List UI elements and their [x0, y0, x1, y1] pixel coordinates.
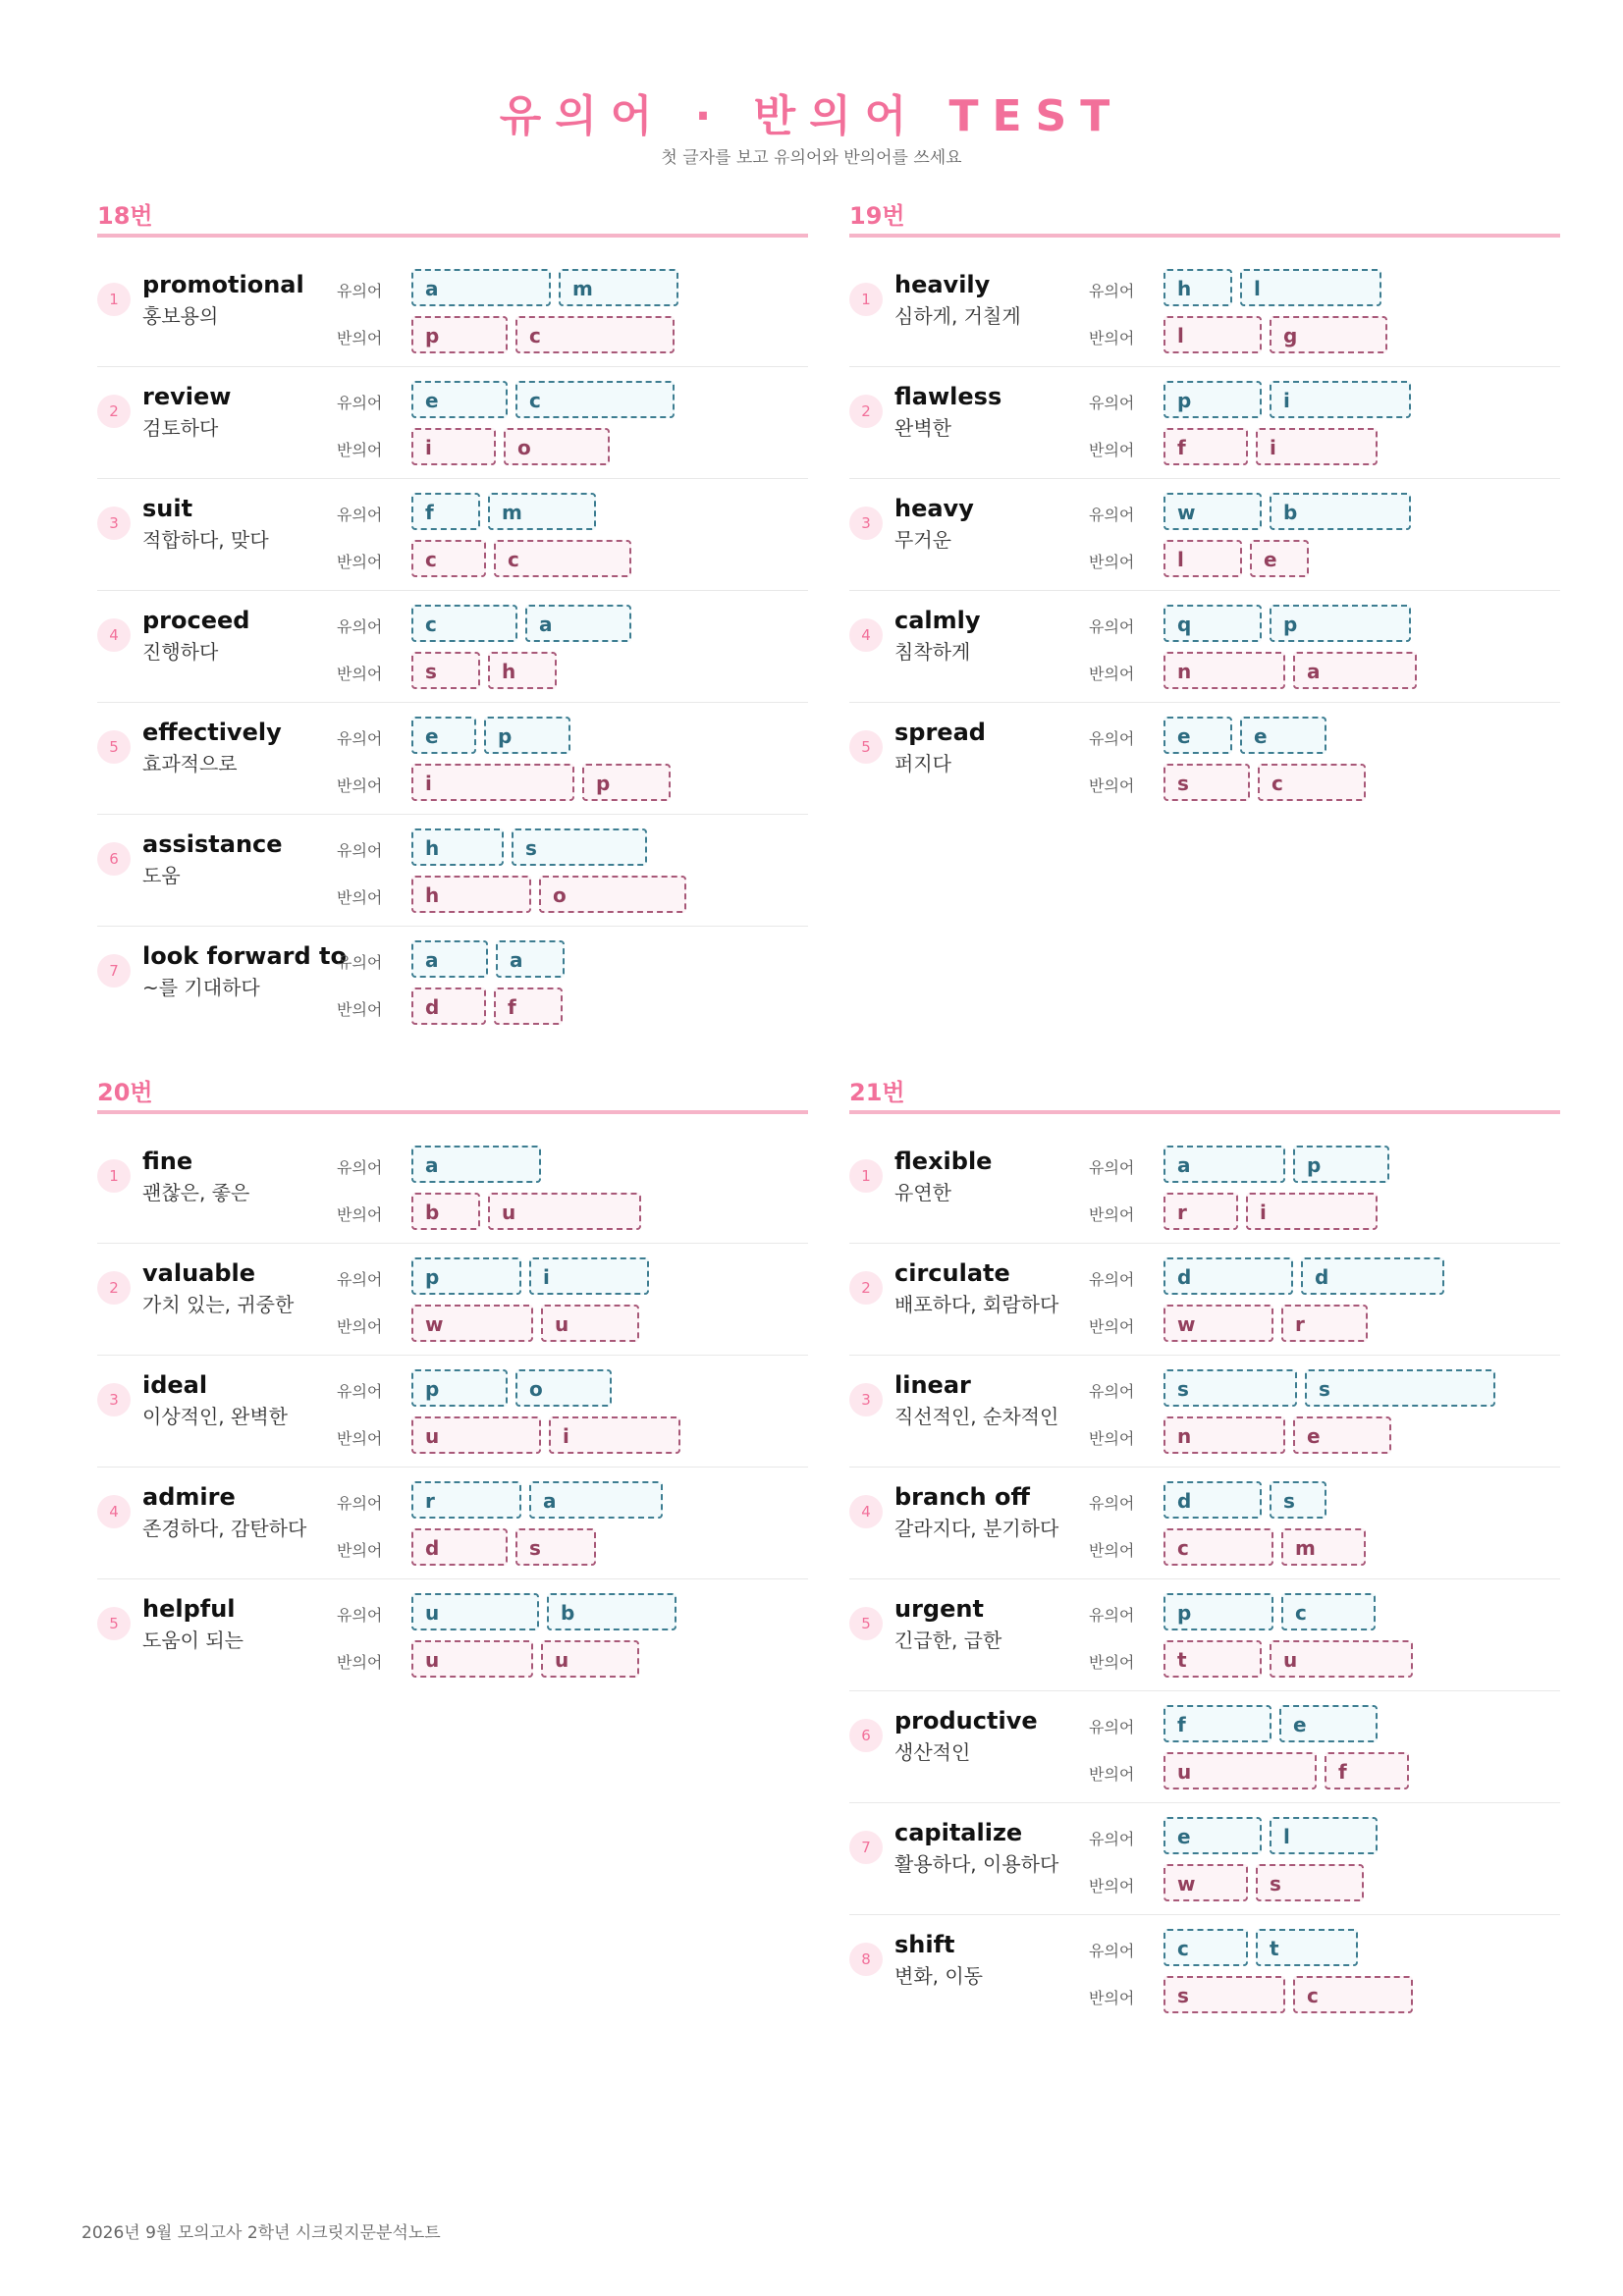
question-row [849, 703, 1560, 815]
synonym-answer-box[interactable]: r [411, 1481, 521, 1519]
word-meaning: 검토하다 [142, 416, 219, 440]
word-meaning: 홍보용의 [142, 304, 219, 328]
synonym-answer-box[interactable]: h [411, 828, 504, 866]
question-number-badge: 2 [849, 1271, 883, 1305]
antonym-answer-box[interactable]: p [411, 316, 508, 353]
word-meaning: 도움 [142, 864, 181, 887]
antonym-answer-box[interactable]: u [1270, 1640, 1413, 1678]
word-meaning: 갈라지다, 분기하다 [894, 1517, 1059, 1540]
question-number-badge: 7 [849, 1831, 883, 1864]
synonym-answer-box[interactable]: e [411, 717, 476, 754]
synonym-answer-box[interactable]: s [1305, 1369, 1495, 1407]
word-meaning: 효과적으로 [142, 752, 238, 775]
section-divider [97, 1110, 808, 1114]
synonym-label: 유의어 [337, 506, 383, 524]
antonym-answer-box[interactable]: s [1163, 764, 1250, 801]
question-number-badge: 7 [97, 954, 131, 988]
question-row [849, 1356, 1560, 1468]
synonym-answer-box[interactable]: a [411, 269, 551, 306]
section-title: 19번 [849, 202, 905, 230]
synonym-answer-box[interactable]: h [1163, 269, 1232, 306]
antonym-answer-box[interactable]: s [411, 652, 480, 689]
vocab-word: valuable [142, 1259, 256, 1287]
synonym-answer-box[interactable]: s [1163, 1369, 1297, 1407]
synonym-answer-box[interactable]: m [559, 269, 678, 306]
synonym-answer-box[interactable]: p [1163, 1593, 1273, 1630]
antonym-answer-box[interactable]: c [494, 540, 631, 577]
synonym-label: 유의어 [1089, 729, 1135, 748]
section-3 [97, 1073, 808, 1691]
synonym-label: 유의어 [337, 1270, 383, 1289]
question-row [97, 927, 808, 1039]
question-row [849, 1132, 1560, 1244]
antonym-label: 반의어 [337, 1429, 383, 1448]
antonym-answer-box[interactable]: c [1258, 764, 1366, 801]
word-meaning: 직선적인, 순차적인 [894, 1405, 1059, 1428]
antonym-answer-box[interactable]: u [541, 1640, 639, 1678]
section-title: 18번 [97, 202, 153, 230]
antonym-answer-box[interactable]: c [1293, 1976, 1413, 2013]
synonym-answer-box[interactable]: p [1163, 381, 1262, 418]
antonym-answer-box[interactable]: m [1281, 1528, 1366, 1566]
antonym-label: 반의어 [1089, 1877, 1135, 1896]
question-row [97, 703, 808, 815]
synonym-label: 유의어 [337, 1606, 383, 1625]
synonym-label: 유의어 [337, 841, 383, 860]
synonym-label: 유의어 [337, 1382, 383, 1401]
synonym-answer-box[interactable]: l [1270, 1817, 1378, 1854]
synonym-label: 유의어 [337, 617, 383, 636]
synonym-answer-box[interactable]: e [411, 381, 508, 418]
word-meaning: 괜찮은, 좋은 [142, 1181, 250, 1204]
vocab-word: circulate [894, 1259, 1010, 1287]
antonym-label: 반의어 [1089, 553, 1135, 571]
word-meaning: 이상적인, 완벽한 [142, 1405, 288, 1428]
antonym-answer-box[interactable]: i [1246, 1193, 1378, 1230]
vocab-word: linear [894, 1371, 971, 1399]
question-row [97, 815, 808, 927]
antonym-answer-box[interactable]: u [541, 1305, 639, 1342]
antonym-label: 반의어 [1089, 329, 1135, 347]
vocab-word: urgent [894, 1595, 984, 1623]
synonym-answer-box[interactable]: c [1163, 1929, 1248, 1966]
vocab-word: capitalize [894, 1819, 1023, 1846]
question-number-badge: 3 [97, 1383, 131, 1416]
synonym-answer-box[interactable]: b [1270, 493, 1411, 530]
question-row [97, 1468, 808, 1579]
antonym-answer-box[interactable]: a [1293, 652, 1417, 689]
question-number-badge: 5 [849, 1607, 883, 1640]
synonym-answer-box[interactable]: p [411, 1369, 508, 1407]
synonym-answer-box[interactable]: a [411, 1146, 541, 1183]
question-list [849, 255, 1560, 815]
section-4 [849, 1073, 1560, 2027]
antonym-label: 반의어 [337, 441, 383, 459]
synonym-label: 유의어 [337, 1494, 383, 1513]
synonym-answer-box[interactable]: i [529, 1257, 649, 1295]
section-1 [97, 196, 808, 1039]
question-number-badge: 1 [849, 1159, 883, 1193]
question-row [97, 591, 808, 703]
antonym-answer-box[interactable]: t [1163, 1640, 1262, 1678]
question-list [97, 1132, 808, 1691]
word-meaning: 활용하다, 이용하다 [894, 1852, 1059, 1876]
synonym-label: 유의어 [1089, 1382, 1135, 1401]
synonym-answer-box[interactable]: p [1293, 1146, 1389, 1183]
vocab-word: review [142, 383, 232, 410]
question-row [97, 1244, 808, 1356]
synonym-label: 유의어 [1089, 1942, 1135, 1960]
synonym-answer-box[interactable]: a [1163, 1146, 1285, 1183]
antonym-answer-box[interactable]: w [1163, 1305, 1273, 1342]
page-subtitle: 첫 글자를 보고 유의어와 반의어를 쓰세요 [661, 148, 962, 168]
antonym-label: 반의어 [337, 1000, 383, 1019]
antonym-answer-box[interactable]: b [411, 1193, 480, 1230]
word-meaning: 존경하다, 감탄하다 [142, 1517, 307, 1540]
antonym-label: 반의어 [1089, 1429, 1135, 1448]
synonym-answer-box[interactable]: b [547, 1593, 676, 1630]
question-list [849, 1132, 1560, 2027]
antonym-answer-box[interactable]: d [411, 988, 486, 1025]
section-title: 21번 [849, 1079, 905, 1106]
question-list [97, 255, 808, 1039]
antonym-answer-box[interactable]: o [539, 876, 686, 913]
synonym-answer-box[interactable]: s [1270, 1481, 1326, 1519]
antonym-answer-box[interactable]: f [494, 988, 563, 1025]
synonym-label: 유의어 [1089, 1158, 1135, 1177]
antonym-label: 반의어 [1089, 776, 1135, 795]
question-number-badge: 5 [97, 730, 131, 764]
antonym-answer-box[interactable]: n [1163, 1416, 1285, 1454]
vocab-word: branch off [894, 1483, 1030, 1511]
question-row [97, 255, 808, 367]
page-title: 유의어 · 반의어 TEST [499, 91, 1124, 141]
synonym-answer-box[interactable]: u [411, 1593, 539, 1630]
word-meaning: 가치 있는, 귀중한 [142, 1293, 295, 1316]
word-meaning: 완벽한 [894, 416, 951, 440]
antonym-label: 반의어 [1089, 1765, 1135, 1784]
synonym-answer-box[interactable]: d [1163, 1257, 1293, 1295]
question-row [849, 367, 1560, 479]
word-meaning: 침착하게 [894, 640, 971, 664]
question-number-badge: 8 [849, 1943, 883, 1976]
vocab-word: shift [894, 1931, 955, 1958]
synonym-answer-box[interactable]: q [1163, 605, 1262, 642]
antonym-label: 반의어 [337, 553, 383, 571]
word-meaning: 도움이 되는 [142, 1629, 243, 1652]
synonym-label: 유의어 [1089, 1494, 1135, 1513]
antonym-label: 반의어 [337, 888, 383, 907]
vocab-word: productive [894, 1707, 1038, 1735]
vocab-word: heavily [894, 271, 991, 298]
synonym-label: 유의어 [1089, 506, 1135, 524]
synonym-answer-box[interactable]: e [1279, 1705, 1378, 1742]
antonym-label: 반의어 [337, 776, 383, 795]
vocab-word: promotional [142, 271, 304, 298]
synonym-label: 유의어 [1089, 282, 1135, 300]
synonym-answer-box[interactable]: w [1163, 493, 1262, 530]
antonym-answer-box[interactable]: i [411, 428, 496, 465]
synonym-answer-box[interactable]: e [1163, 1817, 1262, 1854]
word-meaning: 무거운 [894, 528, 951, 552]
antonym-label: 반의어 [1089, 1989, 1135, 2007]
antonym-label: 반의어 [1089, 665, 1135, 683]
synonym-label: 유의어 [1089, 394, 1135, 412]
question-row [97, 1356, 808, 1468]
question-row [97, 367, 808, 479]
antonym-answer-box[interactable]: s [1256, 1864, 1364, 1901]
synonym-answer-box[interactable]: c [515, 381, 675, 418]
antonym-label: 반의어 [1089, 441, 1135, 459]
antonym-answer-box[interactable]: w [1163, 1864, 1248, 1901]
word-meaning: 진행하다 [142, 640, 219, 664]
synonym-answer-box[interactable]: a [496, 940, 565, 978]
question-number-badge: 5 [849, 730, 883, 764]
antonym-answer-box[interactable]: l [1163, 316, 1262, 353]
question-row [849, 1691, 1560, 1803]
vocab-word: proceed [142, 607, 250, 634]
synonym-answer-box[interactable]: f [1163, 1705, 1271, 1742]
word-meaning: 심하게, 거칠게 [894, 304, 1021, 328]
synonym-label: 유의어 [1089, 1830, 1135, 1848]
vocab-word: suit [142, 495, 193, 522]
synonym-answer-box[interactable]: f [411, 493, 480, 530]
question-number-badge: 1 [97, 1159, 131, 1193]
synonym-label: 유의어 [1089, 1606, 1135, 1625]
antonym-label: 반의어 [1089, 1205, 1135, 1224]
antonym-answer-box[interactable]: s [515, 1528, 596, 1566]
question-number-badge: 2 [849, 395, 883, 428]
word-meaning: 배포하다, 회람하다 [894, 1293, 1059, 1316]
antonym-answer-box[interactable]: s [1163, 1976, 1285, 2013]
question-number-badge: 6 [849, 1719, 883, 1752]
word-meaning: 퍼지다 [894, 752, 951, 775]
section-divider [849, 1110, 1560, 1114]
antonym-answer-box[interactable]: r [1281, 1305, 1368, 1342]
vocab-word: admire [142, 1483, 236, 1511]
synonym-label: 유의어 [1089, 1718, 1135, 1736]
synonym-answer-box[interactable]: t [1256, 1929, 1358, 1966]
antonym-answer-box[interactable]: c [1163, 1528, 1273, 1566]
section-divider [97, 234, 808, 238]
synonym-answer-box[interactable]: d [1163, 1481, 1262, 1519]
synonym-answer-box[interactable]: p [484, 717, 570, 754]
question-number-badge: 4 [849, 618, 883, 652]
footer-text: 2026년 9월 모의고사 2학년 시크릿지문분석노트 [81, 2223, 441, 2243]
synonym-answer-box[interactable]: e [1240, 717, 1326, 754]
question-number-badge: 1 [849, 283, 883, 316]
question-number-badge: 3 [97, 507, 131, 540]
question-row [849, 255, 1560, 367]
synonym-label: 유의어 [337, 729, 383, 748]
antonym-answer-box[interactable]: o [504, 428, 610, 465]
antonym-label: 반의어 [337, 665, 383, 683]
antonym-answer-box[interactable]: f [1163, 428, 1248, 465]
antonym-answer-box[interactable]: c [515, 316, 675, 353]
antonym-answer-box[interactable]: h [411, 876, 531, 913]
synonym-answer-box[interactable]: l [1240, 269, 1381, 306]
synonym-label: 유의어 [337, 282, 383, 300]
synonym-label: 유의어 [1089, 1270, 1135, 1289]
antonym-answer-box[interactable]: i [549, 1416, 680, 1454]
antonym-label: 반의어 [1089, 1317, 1135, 1336]
question-row [849, 1579, 1560, 1691]
question-number-badge: 6 [97, 842, 131, 876]
antonym-answer-box[interactable]: d [411, 1528, 508, 1566]
antonym-label: 반의어 [337, 1541, 383, 1560]
antonym-answer-box[interactable]: p [582, 764, 671, 801]
synonym-answer-box[interactable]: e [1163, 717, 1232, 754]
question-number-badge: 3 [849, 1383, 883, 1416]
synonym-answer-box[interactable]: s [512, 828, 647, 866]
section-title: 20번 [97, 1079, 153, 1106]
question-number-badge: 4 [97, 618, 131, 652]
synonym-answer-box[interactable]: p [411, 1257, 521, 1295]
antonym-answer-box[interactable]: g [1270, 316, 1387, 353]
antonym-answer-box[interactable]: e [1293, 1416, 1391, 1454]
section-divider [849, 234, 1560, 238]
vocab-word: flexible [894, 1148, 993, 1175]
antonym-label: 반의어 [337, 1205, 383, 1224]
antonym-label: 반의어 [1089, 1653, 1135, 1672]
word-meaning: 생산적인 [894, 1740, 971, 1764]
word-meaning: 변화, 이동 [894, 1964, 983, 1988]
question-number-badge: 3 [849, 507, 883, 540]
synonym-answer-box[interactable]: a [525, 605, 631, 642]
vocab-word: helpful [142, 1595, 236, 1623]
question-row [97, 1579, 808, 1691]
antonym-answer-box[interactable]: i [411, 764, 574, 801]
question-number-badge: 1 [97, 283, 131, 316]
vocab-word: calmly [894, 607, 981, 634]
synonym-answer-box[interactable]: p [1270, 605, 1411, 642]
question-number-badge: 4 [849, 1495, 883, 1528]
synonym-answer-box[interactable]: i [1270, 381, 1411, 418]
question-row [849, 1803, 1560, 1915]
synonym-label: 유의어 [1089, 617, 1135, 636]
antonym-answer-box[interactable]: e [1250, 540, 1309, 577]
synonym-answer-box[interactable]: a [529, 1481, 663, 1519]
antonym-answer-box[interactable]: h [488, 652, 557, 689]
antonym-label: 반의어 [337, 1653, 383, 1672]
antonym-answer-box[interactable]: u [1163, 1752, 1317, 1789]
vocab-word: flawless [894, 383, 1002, 410]
antonym-answer-box[interactable]: n [1163, 652, 1285, 689]
question-row [849, 591, 1560, 703]
synonym-answer-box[interactable]: c [1281, 1593, 1376, 1630]
question-number-badge: 2 [97, 395, 131, 428]
antonym-answer-box[interactable]: f [1325, 1752, 1409, 1789]
vocab-word: ideal [142, 1371, 208, 1399]
vocab-word: look forward to [142, 942, 347, 970]
question-row [849, 1915, 1560, 2027]
question-row [849, 1468, 1560, 1579]
antonym-answer-box[interactable]: i [1256, 428, 1378, 465]
word-meaning: 유연한 [894, 1181, 951, 1204]
synonym-label: 유의어 [337, 394, 383, 412]
vocab-word: effectively [142, 719, 282, 746]
antonym-answer-box[interactable]: u [411, 1416, 541, 1454]
question-row [849, 1244, 1560, 1356]
section-2 [849, 196, 1560, 815]
synonym-answer-box[interactable]: m [488, 493, 596, 530]
antonym-answer-box[interactable]: w [411, 1305, 533, 1342]
vocab-word: spread [894, 719, 986, 746]
synonym-answer-box[interactable]: a [411, 940, 488, 978]
antonym-label: 반의어 [337, 1317, 383, 1336]
antonym-answer-box[interactable]: r [1163, 1193, 1238, 1230]
antonym-label: 반의어 [1089, 1541, 1135, 1560]
vocab-word: assistance [142, 830, 283, 858]
question-row [97, 1132, 808, 1244]
question-number-badge: 5 [97, 1607, 131, 1640]
antonym-answer-box[interactable]: c [411, 540, 486, 577]
antonym-label: 반의어 [337, 329, 383, 347]
word-meaning: 적합하다, 맞다 [142, 528, 269, 552]
antonym-answer-box[interactable]: u [488, 1193, 641, 1230]
synonym-answer-box[interactable]: o [515, 1369, 612, 1407]
word-meaning: ~를 기대하다 [142, 976, 260, 999]
vocab-word: heavy [894, 495, 974, 522]
synonym-label: 유의어 [337, 1158, 383, 1177]
synonym-answer-box[interactable]: d [1301, 1257, 1444, 1295]
vocab-word: fine [142, 1148, 193, 1175]
word-meaning: 긴급한, 급한 [894, 1629, 1002, 1652]
question-row [849, 479, 1560, 591]
synonym-label: 유의어 [337, 953, 383, 972]
synonym-answer-box[interactable]: c [411, 605, 517, 642]
question-number-badge: 4 [97, 1495, 131, 1528]
question-row [97, 479, 808, 591]
question-number-badge: 2 [97, 1271, 131, 1305]
antonym-answer-box[interactable]: u [411, 1640, 533, 1678]
antonym-answer-box[interactable]: l [1163, 540, 1242, 577]
